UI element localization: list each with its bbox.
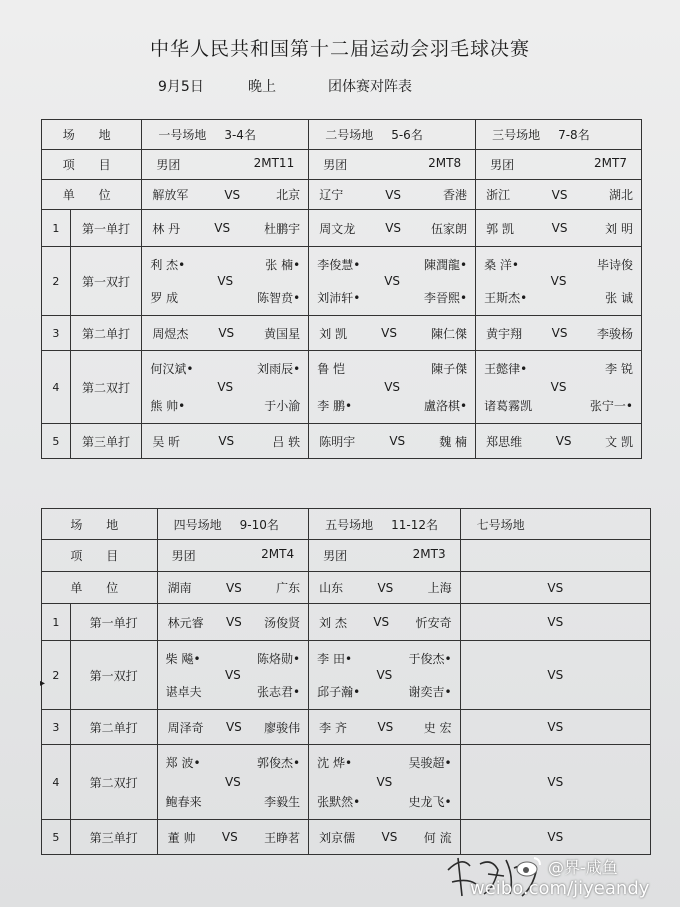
player-b2: 张 诚 [605,291,633,305]
player-a: 周泽奇 [167,720,204,735]
vs-label: VS [217,274,234,288]
match-number: 5 [42,820,71,855]
player-a2: 张默然• [317,795,361,809]
player-b: 史 宏 [423,720,452,735]
player-a2: 李 鹏• [317,399,353,413]
match-cell [476,247,642,316]
player-a: 郭 凯 [486,221,514,236]
vs-label: VS [550,274,567,288]
team-b: 香港 [443,188,468,202]
player-b: 忻安奇 [415,615,452,630]
court-name: 二号场地 [325,128,374,142]
vs-label: VS [377,720,394,734]
player-b: 何 流 [423,830,452,845]
match-name: 第三单打 [70,820,157,855]
document-subtitle: 团体赛对阵表 [328,79,412,95]
vs-label: VS [225,580,242,595]
match-cell [476,424,642,459]
court-1-venue [142,120,309,150]
vs-label: VS [225,720,242,734]
player-b2: 陈智贲• [257,291,301,305]
vs-label: VS [377,580,394,595]
row-label-venue: 场 地 [42,509,158,540]
player-b2: 史龙飞• [408,795,452,809]
team-b: 上海 [427,581,452,595]
player-b1: 吴骏超• [408,756,452,770]
match-cell [460,641,650,710]
player-a2: 熊 帅• [150,399,186,413]
vs-label: VS [389,434,406,448]
watermark-url: weibo.com/jiyeandy [470,878,650,899]
vs-label: VS [373,615,390,629]
match-cell [460,604,650,641]
player-a2: 诸葛霧凯 [484,399,533,413]
player-b: 李骏杨 [596,326,633,341]
vs-label: VS [547,775,564,789]
match-cell [142,351,309,424]
vs-label: VS [551,187,568,202]
court-2-venue [309,120,476,150]
vs-label: VS [547,668,564,682]
player-a1: 沈 烨• [317,756,353,770]
team-b: 湖北 [608,188,633,202]
match-cell [476,316,642,351]
match-number: 5 [42,424,71,459]
vs-label: VS [384,380,401,394]
team-a: 湖南 [167,581,192,595]
player-b2: 李毅生 [264,795,301,809]
vs-label: VS [376,668,393,682]
court-3-unit [460,572,650,604]
event-code: 2MT4 [261,547,295,561]
match-cell [309,604,460,641]
player-b1: 郭俊杰• [257,756,301,770]
player-b1: 陳子傑 [431,362,468,376]
player-a: 刘 凯 [319,326,348,341]
vs-label: VS [376,775,393,789]
player-a1: 李俊慧• [317,258,361,272]
vs-label: VS [547,830,564,844]
court-placing: 11-12名 [391,517,439,532]
vs-label: VS [555,434,572,448]
player-a2: 谌卓夫 [165,685,202,699]
player-a: 陈明宇 [319,434,356,449]
team-a: 山东 [319,581,344,595]
match-cell [460,745,650,820]
vs-label: VS [385,187,402,202]
match-cell [142,247,309,316]
event-name: 男团 [323,549,348,563]
match-number: 4 [42,745,71,820]
court-3-item [460,540,650,572]
court-placing: 7-8名 [558,128,590,142]
player-b1: 毕诗俊 [596,258,633,272]
row-label-unit: 单 位 [42,572,158,604]
player-a: 董 帅 [167,830,196,845]
match-name: 第一单打 [70,210,142,247]
event-code: 2MT7 [594,156,627,170]
vs-label: VS [551,221,568,235]
vs-label: VS [224,187,241,202]
match-session: 晚上 [248,79,276,95]
match-name: 第二单打 [70,710,157,745]
vs-label: VS [550,380,567,394]
player-a: 黄宇翔 [486,326,523,341]
vs-label: VS [217,380,234,394]
player-b: 吕 轶 [272,434,301,449]
court-1-unit [142,180,309,210]
match-number: 1 [42,604,71,641]
player-b2: 李晉熙• [423,291,468,305]
vs-label: VS [547,580,564,595]
match-number: 3 [42,710,71,745]
team-b: 广东 [276,581,301,595]
court-name: 一号场地 [158,128,207,142]
match-cell [142,316,309,351]
vs-label: VS [225,615,242,629]
vs-label: VS [224,775,241,789]
player-b: 陳仁傑 [431,326,468,341]
player-b1: 陈烙勋• [257,652,301,666]
match-cell [309,351,476,424]
match-name: 第一双打 [70,641,157,710]
player-a2: 邱子瀚• [317,685,361,699]
match-cell [309,316,476,351]
player-a: 林元睿 [167,615,204,630]
court-name: 三号场地 [492,128,541,142]
court-placing: 3-4名 [224,128,256,142]
player-b: 伍家朗 [431,221,468,236]
match-cell [309,745,460,820]
court-2-unit [309,180,476,210]
court-3-venue [460,509,650,540]
player-a1: 郑 波• [165,756,201,770]
vs-label: VS [381,830,398,844]
court-3-unit [476,180,642,210]
player-a1: 桑 洋• [484,258,519,272]
document-title: 中华人民共和国第十二届运动会羽毛球决赛 [149,38,530,60]
court-1-item [157,540,308,572]
vs-label: VS [547,615,564,629]
match-cell [309,247,476,316]
vs-label: VS [384,274,401,288]
court-name: 七号场地 [476,517,525,532]
row-label-item: 项 目 [42,540,158,572]
player-b: 王睁茗 [264,830,301,845]
match-name: 第一单打 [70,604,157,641]
player-b2: 盧洛棋• [423,399,468,413]
match-cell [476,210,642,247]
player-a1: 何汉斌• [150,362,194,376]
player-a: 刘 杰 [319,615,347,630]
match-cell [157,820,308,855]
match-cell [309,210,476,247]
player-a1: 李 田• [317,652,353,666]
match-cell [460,710,650,745]
player-a1: 柴 飚• [165,652,201,666]
court-1-unit [157,572,308,604]
court-3-item [476,150,642,180]
player-b2: 谢奕吉• [408,685,452,699]
match-number: 2 [42,641,71,710]
match-number: 1 [42,210,71,247]
event-code: 2MT3 [412,547,446,561]
player-b: 刘 明 [605,221,633,236]
court-2-item [309,150,476,180]
player-b: 廖骏伟 [264,720,301,735]
court-2-item [309,540,460,572]
player-b: 文 凯 [605,434,633,449]
player-a: 林 丹 [152,221,181,236]
match-cell [309,710,460,745]
match-date: 9月5日 [158,79,204,95]
player-a2: 王斯杰• [484,291,528,305]
player-a: 刘京儒 [319,830,356,845]
event-name: 男团 [156,158,181,172]
player-b2: 张宁一• [589,399,633,413]
court-3-venue [476,120,642,150]
match-number: 3 [42,316,71,351]
match-number: 2 [42,247,71,316]
match-cell [157,641,308,710]
court-1-venue [157,509,308,540]
player-b1: 陳潤龍• [423,258,468,272]
watermark-account-text: @界-咸鱼 [548,858,618,877]
player-b1: 张 楠• [265,258,301,272]
player-a1: 鲁 恺 [317,362,346,376]
event-name: 男团 [323,158,348,172]
player-a: 吴 昕 [152,434,181,449]
vs-label: VS [214,221,231,235]
row-label-item: 项 目 [42,150,142,180]
match-cell [309,424,476,459]
event-name: 男团 [490,158,515,172]
vs-label: VS [381,326,397,340]
watermark-account [516,855,618,878]
vs-label: VS [224,668,241,682]
player-b2: 张志君• [257,685,301,699]
court-1-item [142,150,309,180]
schedule-table-2 [41,508,651,855]
court-2-unit [309,572,460,604]
match-name: 第三单打 [70,424,142,459]
vs-label: VS [385,221,402,235]
player-a1: 利 杰• [150,258,186,272]
match-name: 第二双打 [70,351,142,424]
match-cell [309,820,460,855]
court-2-venue [309,509,460,540]
player-b: 魏 楠 [439,434,468,449]
match-cell [309,641,460,710]
player-b: 黄国星 [264,326,301,341]
event-code: 2MT11 [253,156,295,170]
schedule-table-1 [41,119,642,459]
player-b1: 刘雨辰• [257,362,301,376]
match-cell [142,210,309,247]
player-a2: 罗 成 [150,291,179,305]
player-a: 郑思维 [486,434,523,449]
match-name: 第二单打 [70,316,142,351]
player-a2: 刘沛轩• [317,291,361,305]
weibo-logo-icon [516,856,542,878]
player-a1: 王懿律• [484,362,528,376]
player-b: 汤俊贤 [264,615,301,630]
row-label-venue: 场 地 [42,120,142,150]
match-cell [476,351,642,424]
court-placing: 9-10名 [239,517,279,532]
match-cell [142,424,309,459]
vs-label: VS [547,720,564,734]
team-a: 解放军 [152,188,189,202]
vs-label: VS [551,326,568,340]
match-cell [157,604,308,641]
vs-label: VS [221,830,238,844]
player-b: 杜鹏宇 [264,221,301,236]
match-name: 第二双打 [70,745,157,820]
match-name: 第一双打 [70,247,142,316]
vs-label: VS [218,434,235,448]
match-number: 4 [42,351,71,424]
event-code: 2MT8 [428,156,462,170]
player-a: 李 齐 [319,720,347,735]
court-name: 五号场地 [325,517,374,532]
team-a: 浙江 [486,188,511,202]
margin-mark: ▸ [40,678,46,689]
match-cell [157,710,308,745]
row-label-unit: 单 位 [42,180,142,210]
court-name: 四号场地 [173,517,222,532]
event-name: 男团 [171,549,196,563]
player-a2: 鲍春来 [165,795,202,809]
player-a: 周文龙 [319,221,356,236]
vs-label: VS [218,326,235,340]
match-cell [157,745,308,820]
player-a: 周煜杰 [152,326,189,341]
court-placing: 5-6名 [391,128,423,142]
team-a: 辽宁 [319,188,344,202]
team-b: 北京 [276,188,301,202]
player-b2: 于小渝 [264,399,301,413]
player-b1: 于俊杰• [408,652,452,666]
player-b1: 李 锐 [605,362,633,376]
